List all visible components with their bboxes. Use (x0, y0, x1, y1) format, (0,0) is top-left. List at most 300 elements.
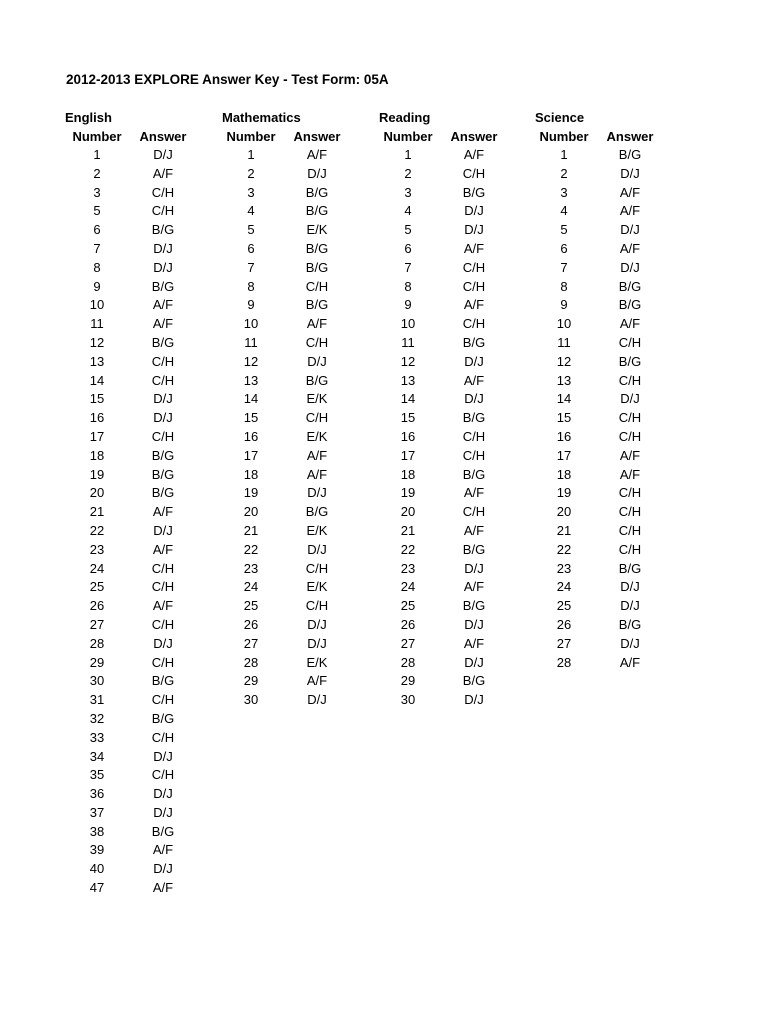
question-number: 3 (247, 184, 255, 200)
question-number: 9 (247, 297, 255, 313)
section-science (531, 108, 663, 672)
table-row (375, 522, 507, 541)
answer-value: A/F (463, 522, 485, 538)
table-row (64, 428, 196, 447)
table-row (218, 672, 350, 691)
question-number: 10 (400, 316, 416, 332)
table-row (375, 315, 507, 334)
question-number: 5 (247, 222, 255, 238)
answer-value: B/G (618, 147, 642, 162)
question-number: 16 (400, 428, 416, 444)
question-number: 15 (243, 410, 259, 426)
table-row (64, 672, 196, 691)
question-number: 29 (400, 673, 416, 689)
table-row (531, 635, 663, 654)
question-number: 14 (89, 372, 105, 388)
question-number: 18 (400, 466, 416, 482)
answer-value: D/J (153, 861, 173, 877)
table-row (218, 578, 350, 597)
answer-value: C/H (618, 485, 642, 501)
page-title: 2012-2013 EXPLORE Answer Key - Test Form: 05A (66, 72, 389, 87)
question-number: 1 (93, 147, 101, 162)
table-row (64, 691, 196, 710)
table-row (64, 879, 196, 898)
answer-value: A/F (619, 447, 641, 463)
answer-value: C/H (462, 259, 486, 275)
question-number: 28 (556, 654, 572, 670)
table-row (375, 447, 507, 466)
question-number: 4 (404, 203, 412, 219)
table-row (218, 484, 350, 503)
answer-value: D/J (464, 692, 484, 708)
question-number: 21 (243, 522, 259, 538)
question-number: 26 (400, 616, 416, 632)
answer-value: A/F (306, 673, 328, 689)
table-row (531, 522, 663, 541)
table-row (531, 184, 663, 203)
table-row (218, 221, 350, 240)
answer-value: D/J (620, 165, 640, 181)
table-row (218, 560, 350, 579)
table-row (64, 202, 196, 221)
table-row (64, 484, 196, 503)
question-number: 11 (401, 334, 415, 350)
table-row (375, 296, 507, 315)
question-number: 21 (556, 522, 572, 538)
answer-value: B/G (462, 673, 486, 689)
table-row (218, 390, 350, 409)
answer-value: D/J (620, 391, 640, 407)
answer-value: C/H (151, 729, 175, 745)
answer-value: C/H (151, 203, 175, 219)
answer-value: C/H (618, 372, 642, 388)
answer-value: C/H (151, 579, 175, 595)
answer-value: A/F (152, 880, 174, 896)
table-row (64, 560, 196, 579)
question-number: 26 (556, 616, 572, 632)
table-row (64, 541, 196, 560)
question-number: 15 (556, 410, 572, 426)
number-header: Number (72, 129, 122, 144)
table-row (64, 654, 196, 673)
answer-value: A/F (619, 184, 641, 200)
answer-value: A/F (463, 240, 485, 256)
answer-value: B/G (305, 203, 329, 219)
column-headers (64, 127, 196, 146)
question-number: 17 (243, 447, 259, 463)
question-number: 22 (556, 541, 572, 557)
answer-value: A/F (152, 842, 174, 858)
table-row (218, 541, 350, 560)
answer-value: B/G (305, 297, 329, 313)
table-row (64, 372, 196, 391)
question-number: 47 (89, 880, 105, 896)
table-row (375, 654, 507, 673)
answer-value: B/G (462, 598, 486, 614)
question-number: 1 (404, 147, 412, 162)
answer-value: D/J (153, 635, 173, 651)
answer-value: A/F (152, 504, 174, 520)
question-number: 5 (560, 222, 568, 238)
answer-value: A/F (463, 297, 485, 313)
question-number: 19 (400, 485, 416, 501)
answer-header: Answer (450, 129, 498, 144)
table-row (531, 560, 663, 579)
table-row (375, 353, 507, 372)
question-number: 30 (400, 692, 416, 708)
table-row (218, 334, 350, 353)
question-number: 19 (243, 485, 259, 501)
answer-value: A/F (152, 165, 174, 181)
table-row (218, 184, 350, 203)
table-row (531, 428, 663, 447)
answer-value: D/J (464, 222, 484, 238)
section-title: Reading (379, 110, 431, 125)
answer-header: Answer (606, 129, 654, 144)
table-row (218, 428, 350, 447)
question-number: 9 (560, 297, 568, 313)
table-row (218, 691, 350, 710)
answer-value: E/K (306, 579, 328, 595)
table-row (64, 804, 196, 823)
table-row (64, 409, 196, 428)
answer-value: C/H (151, 353, 175, 369)
table-row (64, 146, 196, 165)
table-row (218, 466, 350, 485)
answer-value: E/K (306, 654, 328, 670)
answer-value: C/H (618, 522, 642, 538)
question-number: 7 (247, 259, 255, 275)
question-number: 8 (93, 259, 101, 275)
table-row (64, 447, 196, 466)
question-number: 25 (89, 579, 105, 595)
answer-value: E/K (306, 428, 328, 444)
question-number: 8 (404, 278, 412, 294)
table-row (531, 372, 663, 391)
table-row (64, 466, 196, 485)
table-row (64, 165, 196, 184)
section-title: Science (535, 110, 585, 125)
question-number: 6 (247, 240, 255, 256)
column-headers (375, 127, 507, 146)
answer-value: C/H (618, 410, 642, 426)
question-number: 20 (243, 504, 259, 520)
table-row (531, 278, 663, 297)
question-number: 28 (400, 654, 416, 670)
question-number: 16 (556, 428, 572, 444)
question-number: 37 (89, 804, 105, 820)
table-row (218, 165, 350, 184)
answer-value: A/F (152, 541, 174, 557)
table-row (64, 578, 196, 597)
question-number: 15 (400, 410, 416, 426)
table-row (64, 597, 196, 616)
answer-value: D/J (464, 654, 484, 670)
answer-value: A/F (619, 466, 641, 482)
answer-value: A/F (152, 297, 174, 313)
question-number: 6 (404, 240, 412, 256)
question-number: 12 (243, 353, 259, 369)
question-number: 20 (556, 504, 572, 520)
answer-value: D/J (153, 786, 173, 802)
answer-value: D/J (153, 147, 173, 162)
answer-value: B/G (151, 334, 175, 350)
question-number: 28 (89, 635, 105, 651)
answer-value: A/F (306, 316, 328, 332)
table-row (531, 578, 663, 597)
table-row (218, 409, 350, 428)
question-number: 14 (556, 391, 572, 407)
table-row (531, 221, 663, 240)
answer-value: A/F (619, 316, 641, 332)
question-number: 26 (89, 598, 105, 614)
table-row (64, 390, 196, 409)
question-number: 8 (247, 278, 255, 294)
question-number: 10 (89, 297, 105, 313)
section-english (64, 108, 196, 898)
question-number: 23 (400, 560, 416, 576)
question-number: 21 (400, 522, 416, 538)
table-row (375, 616, 507, 635)
answer-value: B/G (305, 259, 329, 275)
answer-value: C/H (151, 692, 175, 708)
answer-value: C/H (151, 428, 175, 444)
answer-value: D/J (307, 616, 327, 632)
section-mathematics (218, 108, 350, 710)
table-row (64, 748, 196, 767)
answer-value: C/H (305, 560, 329, 576)
answer-value: B/G (618, 297, 642, 313)
table-row (375, 484, 507, 503)
answer-value: D/J (153, 259, 173, 275)
question-number: 16 (243, 428, 259, 444)
question-number: 23 (556, 560, 572, 576)
table-row (218, 240, 350, 259)
table-row (531, 146, 663, 165)
answer-value: B/G (151, 485, 175, 501)
answer-value: D/J (153, 391, 173, 407)
answer-value: B/G (462, 410, 486, 426)
table-row (64, 729, 196, 748)
answer-value: A/F (306, 147, 328, 162)
question-number: 36 (89, 786, 105, 802)
answer-value: B/G (618, 560, 642, 576)
table-row (375, 409, 507, 428)
answer-value: A/F (619, 240, 641, 256)
table-row (375, 503, 507, 522)
answer-value: C/H (462, 316, 486, 332)
question-number: 22 (243, 541, 259, 557)
table-row (64, 240, 196, 259)
table-row (375, 691, 507, 710)
table-row (64, 860, 196, 879)
table-row (218, 146, 350, 165)
answer-value: B/G (618, 616, 642, 632)
table-row (375, 672, 507, 691)
answer-value: C/H (462, 428, 486, 444)
table-row (375, 372, 507, 391)
number-header: Number (383, 129, 433, 144)
question-number: 13 (400, 372, 416, 388)
table-row (64, 522, 196, 541)
table-row (64, 616, 196, 635)
question-number: 22 (400, 541, 416, 557)
answer-value: A/F (306, 466, 328, 482)
table-row (531, 165, 663, 184)
table-row (218, 447, 350, 466)
table-row (531, 259, 663, 278)
question-number: 35 (89, 767, 105, 783)
question-number: 6 (560, 240, 568, 256)
table-row (218, 635, 350, 654)
table-row (64, 635, 196, 654)
table-row (64, 221, 196, 240)
answer-value: B/G (151, 466, 175, 482)
column-headers (531, 127, 663, 146)
table-row (218, 278, 350, 297)
table-row (218, 202, 350, 221)
answer-value: B/G (305, 240, 329, 256)
question-number: 27 (556, 635, 572, 651)
answer-value: A/F (152, 316, 174, 332)
answer-value: C/H (151, 654, 175, 670)
answer-value: C/H (151, 372, 175, 388)
answer-value: E/K (306, 522, 328, 538)
number-header: Number (226, 129, 276, 144)
table-row (64, 278, 196, 297)
answer-value: B/G (151, 710, 175, 726)
question-number: 24 (89, 560, 105, 576)
answer-value: D/J (153, 804, 173, 820)
table-row (531, 202, 663, 221)
table-row (531, 353, 663, 372)
table-row (218, 372, 350, 391)
question-number: 13 (556, 372, 572, 388)
answer-value: C/H (151, 767, 175, 783)
table-row (531, 541, 663, 560)
question-number: 18 (556, 466, 572, 482)
answer-value: D/J (307, 165, 327, 181)
answer-value: C/H (305, 598, 329, 614)
answer-value: C/H (618, 541, 642, 557)
question-number: 14 (400, 391, 416, 407)
table-row (531, 654, 663, 673)
question-number: 22 (89, 522, 105, 538)
table-row (375, 334, 507, 353)
question-number: 25 (243, 598, 259, 614)
question-number: 9 (404, 297, 412, 313)
table-row (64, 353, 196, 372)
table-row (64, 823, 196, 842)
table-row (531, 390, 663, 409)
answer-value: C/H (618, 334, 642, 350)
question-number: 2 (404, 165, 412, 181)
answer-rows (531, 146, 663, 672)
answer-value: A/F (619, 654, 641, 670)
question-number: 2 (93, 165, 101, 181)
question-number: 14 (243, 391, 259, 407)
table-row (218, 315, 350, 334)
question-number: 1 (560, 147, 568, 162)
question-number: 17 (400, 447, 416, 463)
table-row (531, 296, 663, 315)
table-row (375, 466, 507, 485)
table-row (64, 296, 196, 315)
question-number: 24 (243, 579, 259, 595)
question-number: 25 (556, 598, 572, 614)
table-row (375, 390, 507, 409)
number-header: Number (539, 129, 589, 144)
table-row (375, 635, 507, 654)
answer-rows (218, 146, 350, 710)
table-row (64, 785, 196, 804)
answer-value: C/H (151, 560, 175, 576)
answer-value: D/J (153, 748, 173, 764)
answer-value: D/J (153, 410, 173, 426)
question-number: 7 (93, 240, 101, 256)
answer-value: B/G (462, 184, 486, 200)
answer-rows (375, 146, 507, 710)
question-number: 4 (247, 203, 255, 219)
answer-value: B/G (462, 334, 486, 350)
table-row (375, 221, 507, 240)
table-row (375, 428, 507, 447)
section-reading (375, 108, 507, 710)
table-row (531, 503, 663, 522)
table-row (64, 184, 196, 203)
answer-value: C/H (462, 447, 486, 463)
question-number: 38 (89, 823, 105, 839)
table-row (531, 240, 663, 259)
table-row (375, 259, 507, 278)
question-number: 28 (243, 654, 259, 670)
question-number: 9 (93, 278, 101, 294)
table-row (531, 484, 663, 503)
answer-value: B/G (462, 466, 486, 482)
answer-value: D/J (620, 598, 640, 614)
answer-value: D/J (464, 391, 484, 407)
question-number: 27 (243, 635, 259, 651)
question-number: 12 (89, 334, 105, 350)
question-number: 33 (89, 729, 105, 745)
question-number: 10 (243, 316, 259, 332)
question-number: 23 (89, 541, 105, 557)
answer-value: C/H (151, 184, 175, 200)
answer-value: B/G (151, 673, 175, 689)
answer-value: B/G (305, 372, 329, 388)
table-row (64, 710, 196, 729)
question-number: 4 (560, 203, 568, 219)
table-row (64, 503, 196, 522)
question-number: 8 (560, 278, 568, 294)
question-number: 11 (557, 334, 571, 350)
section-title: Mathematics (222, 110, 301, 125)
question-number: 19 (556, 485, 572, 501)
question-number: 30 (89, 673, 105, 689)
question-number: 23 (243, 560, 259, 576)
question-number: 1 (247, 147, 255, 162)
answer-value: D/J (620, 635, 640, 651)
question-number: 20 (400, 504, 416, 520)
answer-value: B/G (618, 353, 642, 369)
answer-value: B/G (151, 278, 175, 294)
question-number: 2 (560, 165, 568, 181)
question-number: 16 (89, 410, 105, 426)
answer-value: D/J (307, 485, 327, 501)
question-number: 10 (556, 316, 572, 332)
answer-value: B/G (151, 222, 175, 238)
answer-value: C/H (151, 616, 175, 632)
